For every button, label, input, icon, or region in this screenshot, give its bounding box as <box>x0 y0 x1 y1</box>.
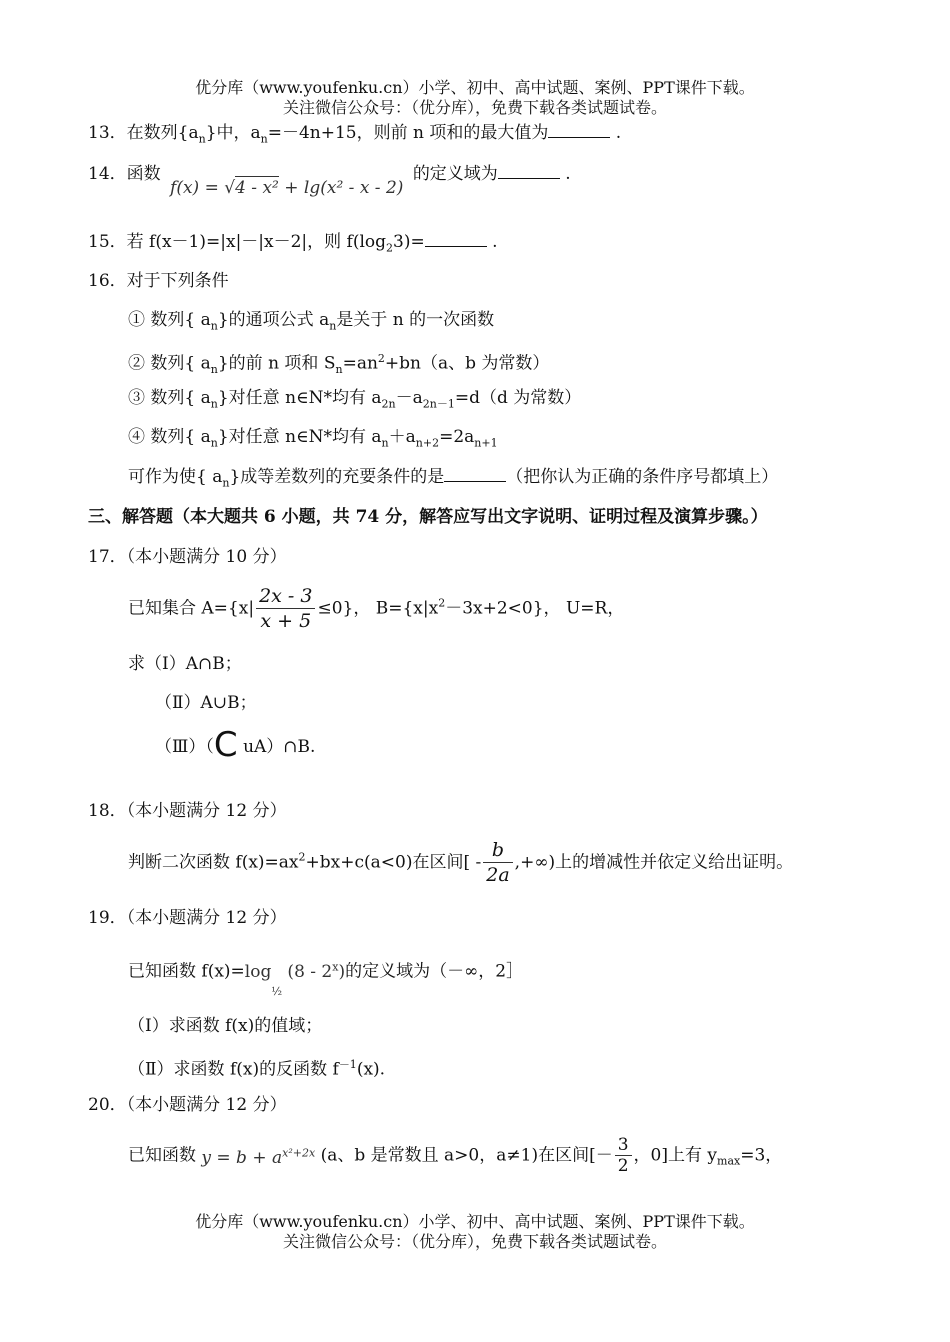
formula-log-half: $\log_{\frac{1}{2}} (8 - 2^x)$ <box>244 960 346 999</box>
answer-blank <box>548 121 610 138</box>
question-13: 13．在数列$\{a_n\}$中，$a_n=-4n+15$，则前 n 项和的最大值为 . <box>88 123 622 146</box>
question-18-heading: 18．（本小题满分 12 分） <box>88 801 287 821</box>
fraction-2x-3-over-x-5: $\frac{2x - 3}{x + 5}$ <box>256 584 315 633</box>
fraction-3-over-2: $\frac{3}{2}$ <box>615 1135 632 1176</box>
question-14: 14．函数 f(x) = √4 - x² + lg(x² - x - 2) 的定义域为 . <box>88 164 571 198</box>
fraction-b-over-2a: $\frac{b}{2a}$ <box>483 838 512 887</box>
answer-blank <box>498 162 560 179</box>
formula-exponential: $y = b + a^{x^2+2x}$ <box>201 1146 316 1168</box>
question-20-heading: 20．（本小题满分 12 分） <box>88 1095 287 1115</box>
question-19-given: 已知函数 $f(x)=\log_{\frac{1}{2}}$ (8 - 2$^x$)的定义域为（－∞，2］ <box>128 960 524 999</box>
question-19-part-1: （I）求函数 f(x)的值域； <box>128 1016 323 1036</box>
question-20-body: 已知函数 $y = b + a^{x^2+2x}$ (a、b 是常数且 a>0，a≠1)在区间[－ $\frac{3}{2}$ ，0]上有 $y_{max}=3$， <box>128 1135 783 1176</box>
condition-3: ③ 数列{ $a_n$}对任意 n∈N*均有 $a_{2n}-a_{2n-1}=d(d$ 为常数） <box>128 388 582 411</box>
question-16-ask: 可作为使{ $a_n$}成等差数列的充要条件的是 （把你认为正确的条件序号都填上） <box>128 467 779 490</box>
question-17-part-3: （Ⅲ）（C uA）∩B. <box>155 725 316 765</box>
condition-1: ① 数列{ $a_n$}的通项公式 $a_n$是关于 n 的一次函数 <box>128 310 495 333</box>
question-19-heading: 19．（本小题满分 12 分） <box>88 908 287 928</box>
header-line-1: 优分库（www.youfenku.cn）小学、初中、高中试题、案例、PPT课件下载。 <box>195 78 755 97</box>
formula-domain-function: f(x) = √4 - x² + lg(x² - x - 2) <box>170 178 404 198</box>
question-19-part-2: （Ⅱ）求函数 f(x)的反函数 $f^{-1}(x)$. <box>128 1058 386 1080</box>
question-15: 15．若 f(x－1)=|x|－|x－2|，则 $f(\log_23)=$ . <box>88 232 498 255</box>
answer-blank <box>425 230 487 247</box>
question-17-part-2: （Ⅱ）A∪B； <box>155 693 257 713</box>
question-18-body: 判断二次函数 $f(x)=ax^2+bx+c(a<0)$在区间[ - $\frac{b}{2a}$ ,+∞)上的增减性并依定义给出证明。 <box>128 839 794 886</box>
condition-2: ② 数列{ $a_n$}的前 n 项和 $S_n=an^2+bn(a$、b 为常数） <box>128 352 550 377</box>
condition-4: ④ 数列{ $a_n$}对任意 n∈N*均有 $a_n+a_{n+2}=2a_{n+1}$ <box>128 427 498 450</box>
footer-line-1: 优分库（www.youfenku.cn）小学、初中、高中试题、案例、PPT课件下载。 <box>195 1212 755 1231</box>
question-17-given: 已知集合 A={x| $\frac{2x - 3}{x + 5}$ ≤0}， $B=\{x|x^2-3x+2<0\}$， U=R， <box>128 585 625 632</box>
question-17-part-1: 求（Ⅰ）A∩B； <box>128 654 242 674</box>
question-16: 16．对于下列条件 <box>88 271 229 291</box>
footer-line-2: 关注微信公众号：（优分库），免费下载各类试题试卷。 <box>282 1232 667 1251</box>
section-3-heading: 三、解答题（本大题共 6 小题，共 74 分，解答应写出文字说明、证明过程及演算步骤。） <box>88 507 768 527</box>
answer-blank <box>444 465 506 482</box>
header-line-2: 关注微信公众号：（优分库），免费下载各类试题试卷。 <box>282 98 667 117</box>
complement-symbol: C <box>213 725 238 765</box>
question-17-heading: 17．（本小题满分 10 分） <box>88 547 287 567</box>
